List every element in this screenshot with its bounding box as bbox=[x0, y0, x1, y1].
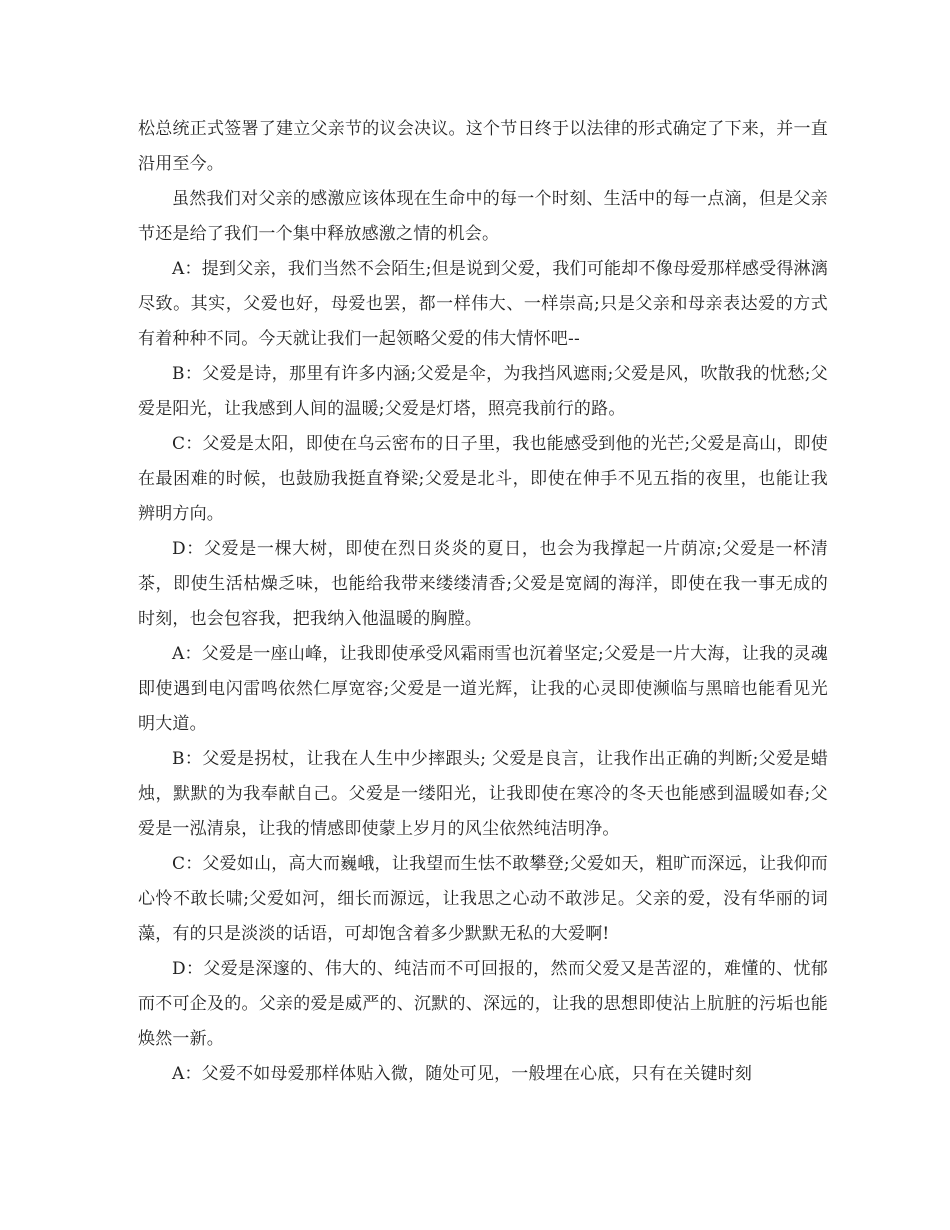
paragraph-5: C：父爱是太阳，即使在乌云密布的日子里，我也能感受到他的光芒;父爱是高山，即使在最困难的时候，也鼓励我挺直脊梁;父爱是北斗，即使在伸手不见五指的夜里，也能让我辨明方向。 bbox=[138, 434, 828, 524]
paragraph-4: B：父爱是诗，那里有许多内涵;父爱是伞，为我挡风遮雨;父爱是风，吹散我的忧愁;父爱是阳光，让我感到人间的温暖;父爱是灯塔，照亮我前行的路。 bbox=[138, 364, 828, 419]
paragraph-8: B：父爱是拐杖，让我在人生中少摔跟头; 父爱是良言，让我作出正确的判断;父爱是蜡烛，默默的为我奉献自己。父爱是一缕阳光，让我即使在寒冷的冬天也能感到温暖如春;父爱是一泓清泉，让我的情感即使蒙上岁月的风尘依然纯洁明净。 bbox=[138, 749, 828, 839]
paragraph-10: D：父爱是深邃的、伟大的、纯洁而不可回报的，然而父爱又是苦涩的，难懂的、忧郁而不可企及的。父亲的爱是威严的、沉默的、深远的，让我的思想即使沾上肮脏的污垢也能焕然一新。 bbox=[138, 959, 828, 1049]
paragraph-2: 虽然我们对父亲的感激应该体现在生命中的每一个时刻、生活中的每一点滴，但是父亲节还是给了我们一个集中释放感激之情的机会。 bbox=[138, 189, 828, 244]
paragraph-1: 松总统正式签署了建立父亲节的议会决议。这个节日终于以法律的形式确定了下来，并一直沿用至今。 bbox=[138, 119, 828, 174]
paragraph-6: D：父爱是一棵大树，即使在烈日炎炎的夏日，也会为我撑起一片荫凉;父爱是一杯清茶，即使生活枯燥乏味，也能给我带来缕缕清香;父爱是宽阔的海洋，即使在我一事无成的时刻，也会包容我，把我纳入他温暖的胸膛。 bbox=[138, 539, 828, 629]
paragraph-11: A：父爱不如母爱那样体贴入微，随处可见，一般埋在心底，只有在关键时刻 bbox=[172, 1064, 753, 1084]
paragraph-9: C：父爱如山，高大而巍峨，让我望而生怯不敢攀登;父爱如天，粗旷而深远，让我仰而心怜不敢长啸;父爱如河，细长而源远，让我思之心动不敢涉足。父亲的爱，没有华丽的词藻，有的只是淡淡的话语，可却饱含着多少默默无私的大爱啊! bbox=[138, 854, 828, 944]
document-body bbox=[138, 112, 828, 1092]
paragraph-7: A：父爱是一座山峰，让我即使承受风霜雨雪也沉着坚定;父爱是一片大海，让我的灵魂即使遇到电闪雷鸣依然仁厚宽容;父爱是一道光辉，让我的心灵即使濒临与黑暗也能看见光明大道。 bbox=[138, 644, 828, 734]
paragraph-3: A：提到父亲，我们当然不会陌生;但是说到父爱，我们可能却不像母爱那样感受得淋漓尽致。其实，父爱也好，母爱也罢，都一样伟大、一样崇高;只是父亲和母亲表达爱的方式有着种种不同。今天就让我们一起领略父爱的伟大情怀吧-- bbox=[138, 259, 828, 349]
